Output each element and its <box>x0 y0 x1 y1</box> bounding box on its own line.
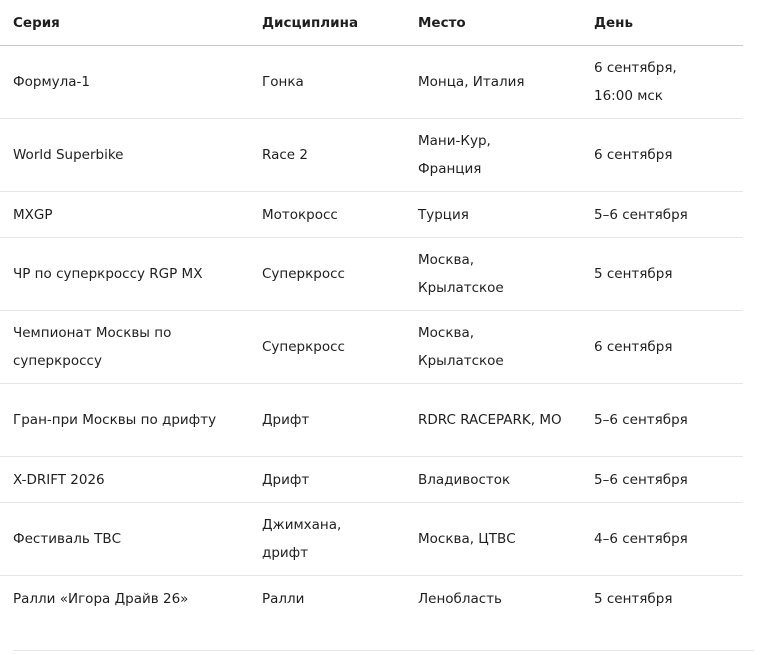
cell-series: Ралли «Игора Драйв 26» <box>13 590 189 607</box>
cell-discipline: Дрифт <box>262 384 418 457</box>
cell-discipline: Дрифт <box>262 457 418 503</box>
cell-location: Москва, Крылатское <box>418 238 594 311</box>
header-series: Серия <box>0 0 262 46</box>
cell-location: RDRC RACEPARK, МО <box>418 384 594 457</box>
cell-discipline: Суперкросс <box>262 238 418 311</box>
cell-discipline: Мотокросс <box>262 192 418 238</box>
cell-day: 4–6 сентября <box>594 503 743 576</box>
cell-day: 5 сентября <box>594 238 743 311</box>
cell-location: Ленобласть <box>418 590 503 607</box>
cell-location: Мани-Кур, Франция <box>418 119 594 192</box>
cell-discipline: Джимхана, дрифт <box>262 503 418 576</box>
cell-day: 5–6 сентября <box>594 384 743 457</box>
cell-series: Гран-при Москвы по дрифту <box>0 384 262 457</box>
bottom-divider <box>13 650 754 651</box>
cell-location: Монца, Италия <box>418 46 594 119</box>
cell-day: 5–6 сентября <box>594 192 743 238</box>
cell-discipline: Гонка <box>262 46 418 119</box>
cell-location: Владивосток <box>418 457 594 503</box>
table-row <box>0 192 743 238</box>
cell-series: Фестиваль ТВС <box>0 503 262 576</box>
header-location: Место <box>418 0 594 46</box>
cell-day: 6 сентября, 16:00 мск <box>594 46 743 119</box>
cell-discipline: Race 2 <box>262 119 418 192</box>
header-day: День <box>594 0 743 46</box>
cell-series: Формула-1 <box>0 46 262 119</box>
header-discipline: Дисциплина <box>262 0 418 46</box>
cell-series: X-DRIFT 2026 <box>0 457 262 503</box>
table-row <box>0 311 743 384</box>
table-row <box>0 119 743 192</box>
table-row <box>0 384 743 457</box>
cell-day: 5 сентября <box>594 590 673 607</box>
cell-series: World Superbike <box>0 119 262 192</box>
cell-discipline: Ралли <box>262 590 305 607</box>
table-header-row <box>0 0 743 46</box>
cell-series: MXGP <box>0 192 262 238</box>
cell-discipline: Суперкросс <box>262 311 418 384</box>
table-row <box>0 238 743 311</box>
table-row <box>0 457 743 503</box>
cell-series: ЧР по суперкроссу RGP MX <box>0 238 262 311</box>
cell-day: 5–6 сентября <box>594 457 743 503</box>
cell-location: Москва, ЦТВС <box>418 503 594 576</box>
cell-location: Турция <box>418 192 594 238</box>
table-row <box>0 503 743 576</box>
cell-location: Москва, Крылатское <box>418 311 594 384</box>
cell-day: 6 сентября <box>594 311 743 384</box>
cell-series: Чемпионат Москвы по суперкроссу <box>0 311 262 384</box>
cell-day: 6 сентября <box>594 119 743 192</box>
table-row <box>0 46 743 119</box>
table-row <box>0 576 743 622</box>
